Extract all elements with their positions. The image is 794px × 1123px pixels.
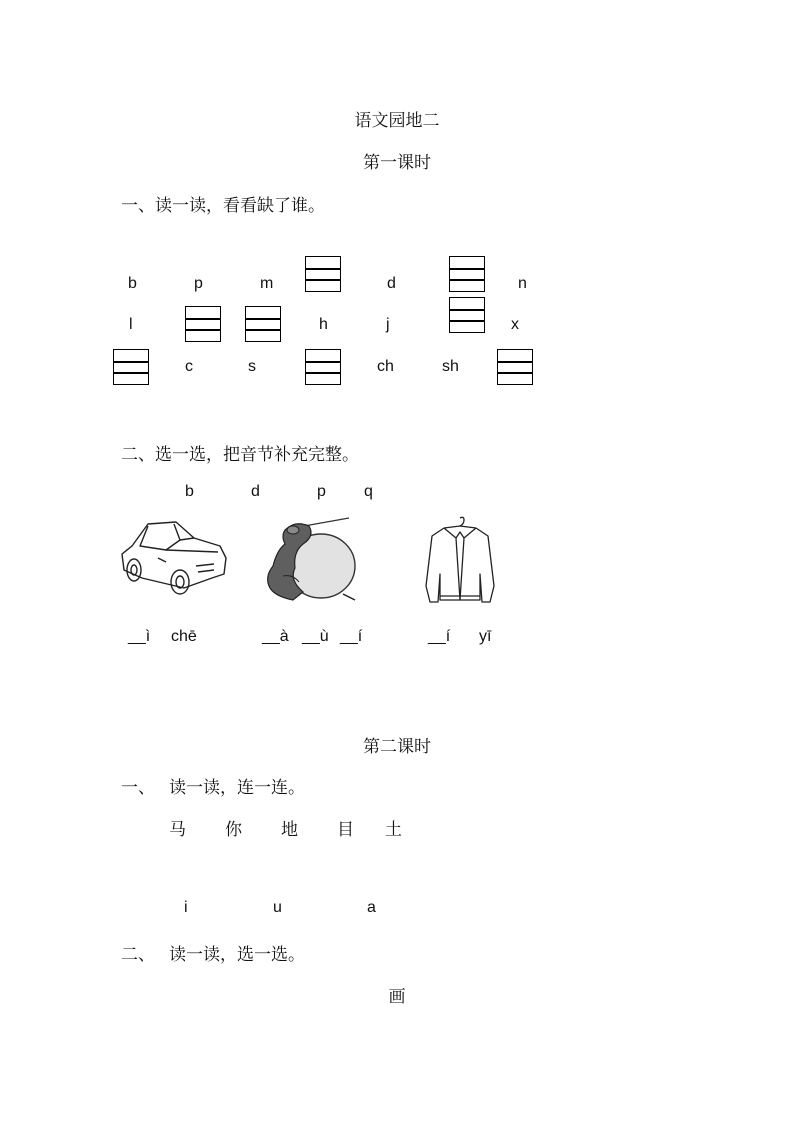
pinyin-sh: sh: [442, 358, 459, 375]
pinyin-j: j: [386, 316, 390, 333]
jacket-syllable: yī: [479, 628, 492, 645]
page-title: 语文园地二: [354, 111, 440, 131]
pinyin-n: n: [518, 275, 527, 292]
pinyin-d: d: [387, 275, 396, 292]
car-image: [118, 518, 230, 596]
char-tu[interactable]: 土: [385, 820, 402, 840]
pinyin-m: m: [260, 275, 274, 292]
car-syllable: chē: [171, 628, 197, 645]
pinyin-h: h: [319, 316, 328, 333]
mole-blank-1[interactable]: __à: [262, 628, 289, 645]
q2-instruction: 二、选一选，把音节补充完整。: [121, 445, 359, 465]
final-i[interactable]: i: [184, 899, 188, 916]
l2-q2-instruction: 读一读，选一选。: [169, 945, 305, 965]
answer-box[interactable]: [245, 306, 281, 342]
l2-q1-number: 一、: [121, 778, 155, 798]
jacket-image: [422, 514, 500, 606]
answer-box[interactable]: [449, 297, 485, 333]
pinyin-ch: ch: [377, 358, 394, 375]
mole-blank-3[interactable]: __í: [340, 628, 363, 645]
mole-pushing-ball-image: [263, 516, 359, 604]
answer-box[interactable]: [305, 256, 341, 292]
jacket-blank[interactable]: __í: [428, 628, 451, 645]
option-d: d: [251, 483, 260, 500]
answer-box[interactable]: [113, 349, 149, 385]
answer-box[interactable]: [449, 256, 485, 292]
q1-instruction: 一、读一读，看看缺了谁。: [121, 196, 325, 216]
option-b: b: [185, 483, 194, 500]
l2-q2-number: 二、: [121, 945, 155, 965]
char-hua: 画: [388, 987, 406, 1007]
char-ma[interactable]: 马: [169, 820, 186, 840]
answer-box[interactable]: [497, 349, 533, 385]
pinyin-p: p: [194, 275, 203, 292]
pinyin-b: b: [128, 275, 137, 292]
lesson2-heading: 第二课时: [363, 737, 431, 757]
answer-box[interactable]: [305, 349, 341, 385]
pinyin-x: x: [511, 316, 519, 333]
char-di[interactable]: 地: [281, 820, 298, 840]
option-p: p: [317, 483, 326, 500]
pinyin-c: c: [185, 358, 193, 375]
option-q: q: [364, 483, 373, 500]
answer-box[interactable]: [185, 306, 221, 342]
l2-q1-instruction: 读一读，连一连。: [169, 778, 305, 798]
char-mu[interactable]: 目: [337, 820, 354, 840]
final-u[interactable]: u: [273, 899, 282, 916]
lesson1-heading: 第一课时: [363, 153, 431, 173]
pinyin-s: s: [248, 358, 256, 375]
pinyin-l: l: [129, 316, 133, 333]
final-a[interactable]: a: [367, 899, 376, 916]
car-blank[interactable]: __ì: [128, 628, 151, 645]
char-ni[interactable]: 你: [225, 820, 242, 840]
mole-blank-2[interactable]: __ù: [302, 628, 329, 645]
